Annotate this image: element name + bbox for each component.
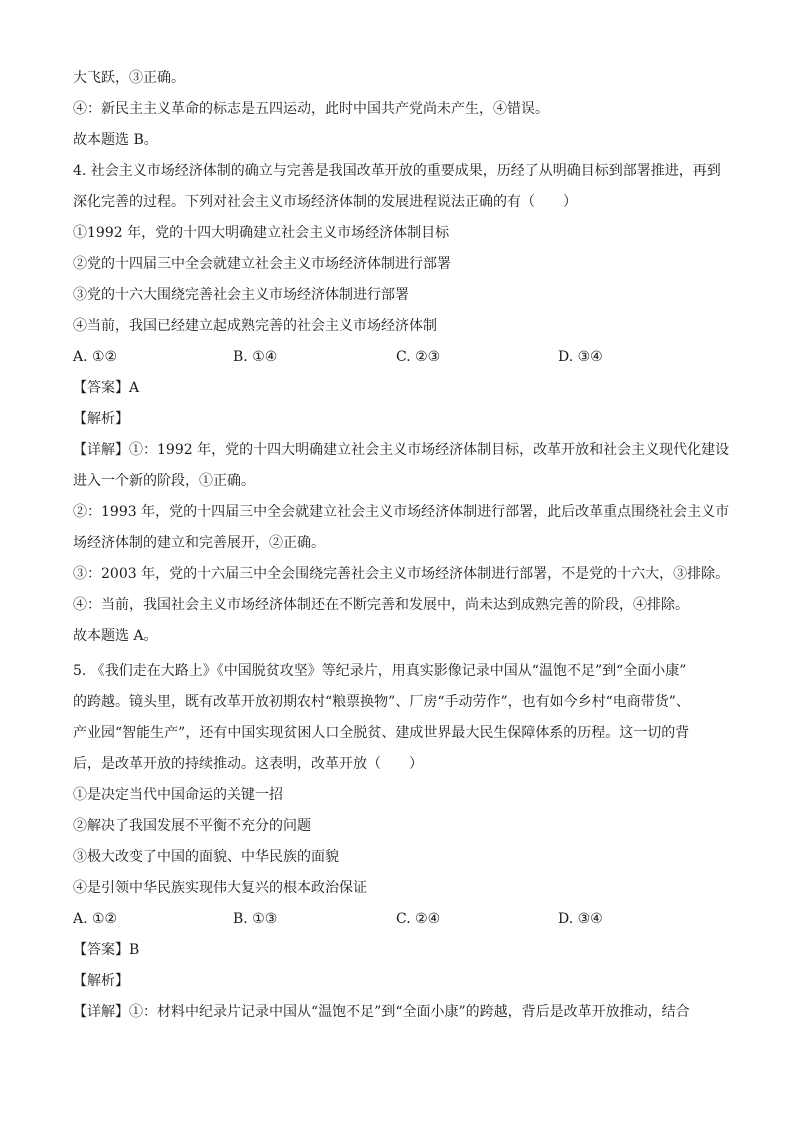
explanation-line: 进入一个新的阶段，①正确。 [73, 473, 255, 489]
answer-label: 【答案】B [73, 942, 140, 958]
question-5-stem: 的跨越。镜头里，既有改革开放初期农村“粮票换物”、厂房“手动劳作”，也有如今乡村“电商带货”、 [73, 694, 690, 710]
question-5-statement: ④是引领中华民族实现伟大复兴的根本政治保证 [73, 880, 367, 896]
text-line: ④：新民主主义革命的标志是五四运动，此时中国共产党尚未产生，④错误。 [73, 101, 549, 117]
question-5-option-b: B. ①③ [233, 911, 278, 927]
question-5-stem: 后，是改革开放的持续推动。这表明，改革开放（ ） [73, 756, 423, 772]
explanation-line: 【详解】①：材料中纪录片记录中国从“温饱不足”到“全面小康”的跨越，背后是改革开放推动，结合 [73, 1004, 690, 1020]
question-5-statement: ②解决了我国发展不平衡不充分的问题 [73, 818, 311, 834]
question-5-statement: ③极大改变了中国的面貌、中华民族的面貌 [73, 849, 339, 865]
answer-label: 【答案】A [73, 380, 140, 396]
question-5-stem: 产业园“智能生产”，还有中国实现贫困人口全脱贫、建成世界最大民生保障体系的历程。这一切的背 [73, 725, 690, 741]
question-4-option-a: A. ①② [73, 349, 118, 365]
question-4-statement: ①1992 年，党的十四大明确建立社会主义市场经济体制目标 [73, 225, 450, 241]
explanation-line: ②：1993 年，党的十四届三中全会就建立社会主义市场经济体制进行部署，此后改革重点围绕社会主义市 [73, 504, 730, 520]
question-5-statement: ①是决定当代中国命运的关键一招 [73, 787, 283, 803]
question-4-option-d: D. ③④ [558, 349, 603, 365]
explanation-line: ③：2003 年，党的十六届三中全会围绕完善社会主义市场经济体制进行部署，不是党的十六大，③排除。 [73, 566, 730, 582]
question-5-option-c: C. ②④ [396, 911, 441, 927]
text-line: 故本题选 B。 [73, 132, 158, 148]
question-4-stem: 4. 社会主义市场经济体制的确立与完善是我国改革开放的重要成果，历经了从明确目标到部署推进，再到 [73, 163, 721, 179]
question-5-stem: 5. 《我们走在大路上》《中国脱贫攻坚》等纪录片，用真实影像记录中国从“温饱不足”到“全面小康” [73, 663, 687, 679]
question-4-statement: ④当前，我国已经建立起成熟完善的社会主义市场经济体制 [73, 318, 437, 334]
question-4-option-b: B. ①④ [233, 349, 278, 365]
question-5-option-d: D. ③④ [558, 911, 603, 927]
conclusion-line: 故本题选 A。 [73, 628, 158, 644]
question-4-statement: ③党的十六大围绕完善社会主义市场经济体制进行部署 [73, 287, 409, 303]
question-4-statement: ②党的十四届三中全会就建立社会主义市场经济体制进行部署 [73, 256, 451, 272]
analysis-label: 【解析】 [73, 411, 129, 427]
explanation-line: 【详解】①：1992 年，党的十四大明确建立社会主义市场经济体制目标，改革开放和社会主义现代化建设 [73, 442, 730, 458]
explanation-line: 场经济体制的建立和完善展开，②正确。 [73, 535, 325, 551]
analysis-label: 【解析】 [73, 973, 129, 989]
explanation-line: ④：当前，我国社会主义市场经济体制还在不断完善和发展中，尚未达到成熟完善的阶段，④排除。 [73, 597, 689, 613]
text-line: 大飞跃，③正确。 [73, 70, 185, 86]
question-4-option-c: C. ②③ [396, 349, 441, 365]
question-5-option-a: A. ①② [73, 911, 118, 927]
question-4-stem: 深化完善的过程。下列对社会主义市场经济体制的发展进程说法正确的有（ ） [73, 194, 577, 210]
